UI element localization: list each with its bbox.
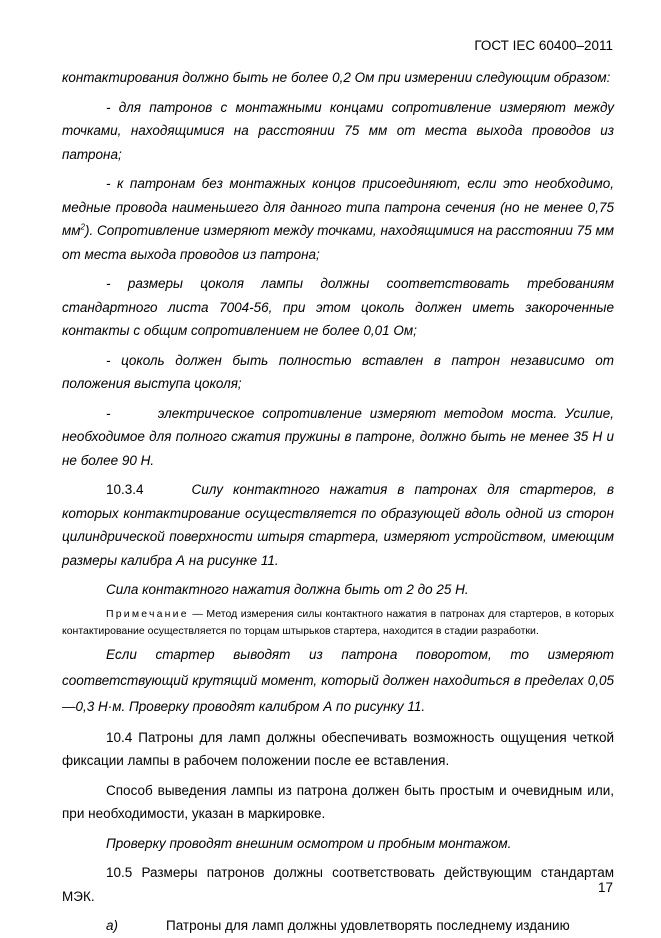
text-run: - к патронам без монтажных концов присоединяют, если это необходимо, медные провода наименьшего для данного типа патрона сечения (но не менее 0,75 мм: [62, 176, 614, 238]
paragraph: Сила контактного нажатия должна быть от 2 до 25 Н.: [106, 582, 469, 597]
paragraph: Способ выведения лампы из патрона должен быть простым и очевидным или, при необходимости, указан в маркировке.: [62, 782, 614, 821]
clause-text: Силу контактного нажатия в патронах для стартеров, в которых контактирование осуществляется по образующей вдоль одной из сторон цилиндрической поверхности штыря стартера, измеряют устройством, имеющим размеры калибра А на рисунке 11.: [62, 482, 614, 568]
clause-number: 10.3.4: [106, 482, 144, 497]
clause-10-5: 10.5 Размеры патронов должны соответствовать действующим стандартам МЭК.: [62, 865, 614, 904]
list-item: [62, 914, 614, 938]
note: [62, 606, 614, 640]
list-item: - цоколь должен быть полностью вставлен в патрон независимо от положения выступа цоколя;: [62, 352, 614, 391]
page-number: 17: [597, 880, 613, 895]
text-run: ). Сопротивление измеряют между точками, находящимися на расстоянии 75 мм от места выхода проводов из патрона;: [62, 223, 614, 262]
superscript: 2: [80, 222, 85, 232]
list-item: - размеры цоколя лампы должны соответствовать требованиям стандартного листа 7004-56, при этом цоколь должен иметь закороченные контакты с общим сопротивлением не более 0,01 Ом;: [62, 276, 614, 338]
clause-10-4: 10.4 Патроны для ламп должны обеспечивать возможность ощущения четкой фиксации лампы в рабочем положении после ее вставления.: [62, 729, 614, 768]
list-item: - для патронов с монтажными концами сопротивление измеряют между точками, находящимися на расстоянии 75 мм от места выхода проводов из патрона;: [62, 99, 614, 162]
paragraph: Если стартер выводят из патрона поворотом, то измеряют соответствующий крутящий момент, который должен находиться в пределах 0,05—0,3 Н·м. Проверку проводят калибром А по рисунку 11.: [62, 646, 614, 714]
item-label: а): [106, 918, 119, 933]
paragraph: Проверку проводят внешним осмотром и пробным монтажом.: [106, 835, 512, 851]
note-text: — Метод измерения силы контактного нажатия в патронах для стартеров, в которых контактирование осуществляется по торцам штырьков стартера, находится в стадии разработки.: [62, 607, 614, 637]
list-item: - электрическое сопротивление измеряют методом моста. Усилие, необходимое для полного сжатия пружины в патроне, должно быть не менее 35 Н и не более 90 Н.: [62, 405, 618, 468]
paragraph: контактирования должно быть не более 0,2 Ом при измерении следующим образом:: [62, 70, 611, 85]
note-label: Примечание: [106, 607, 189, 620]
list-item: [62, 172, 614, 266]
document-header: ГОСТ IEC 60400–2011: [474, 38, 613, 53]
item-text: Патроны для ламп должны удовлетворять последнему изданию: [166, 918, 570, 933]
document-body: [62, 66, 618, 938]
clause-10-3-4: [62, 478, 614, 572]
